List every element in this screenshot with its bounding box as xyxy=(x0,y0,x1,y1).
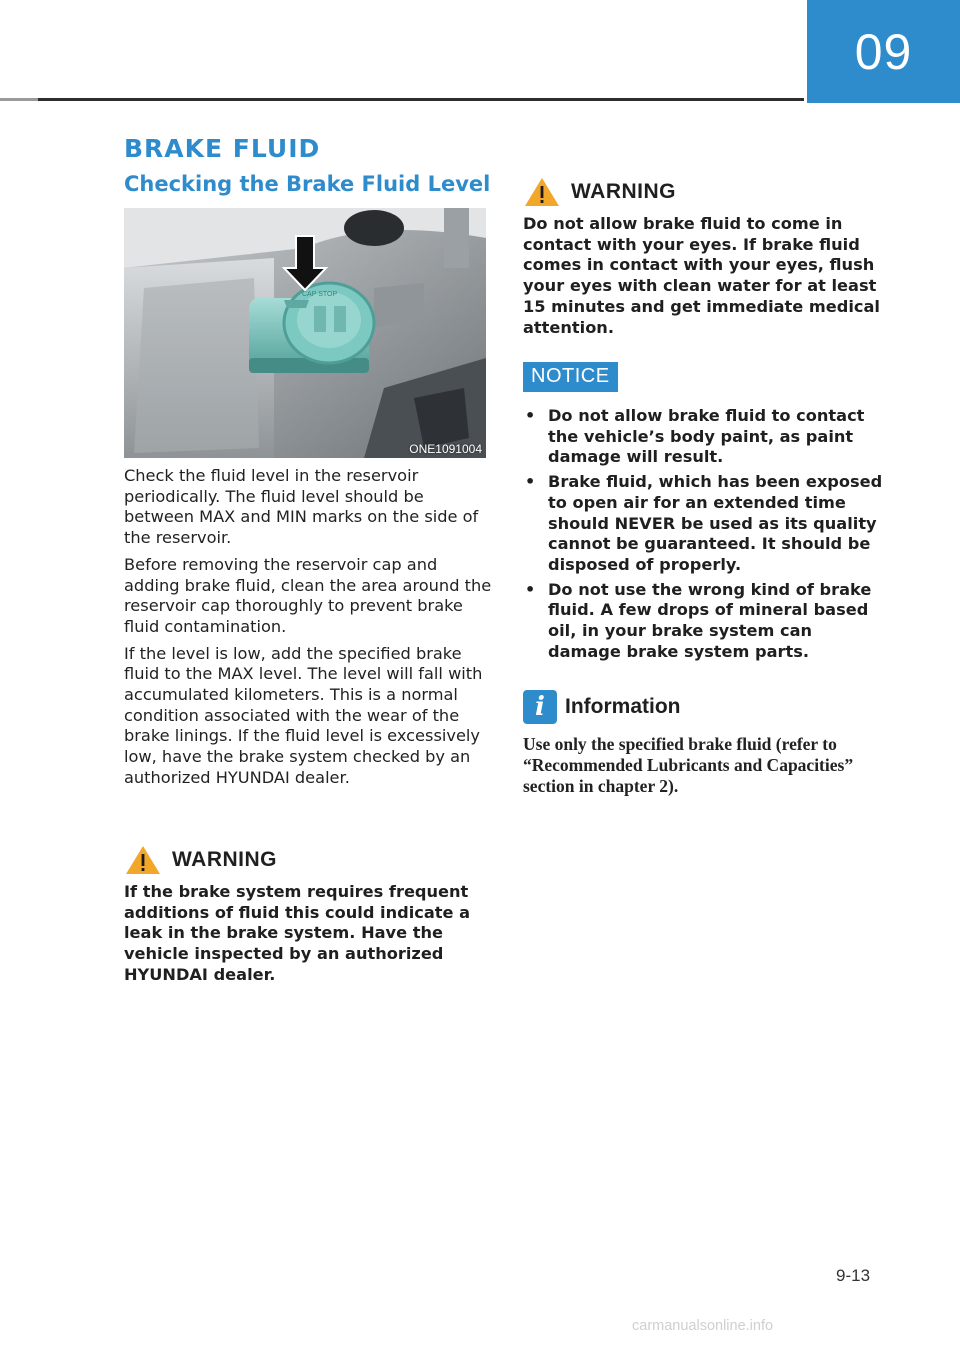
body-paragraph: Check the fluid level in the reservoir periodically. The fluid level should be between MAX and MIN marks on the side of the reservoir. xyxy=(124,466,479,548)
info-text: Use only the specified brake fluid (refer to “Recommended Lubricants and Capacities” section in chapter 2). xyxy=(523,734,854,796)
warning-box-right xyxy=(523,176,893,338)
list-item xyxy=(523,472,888,576)
warning-text: If the brake system requires frequent additions of fluid this could indicate a leak in the brake system. Have the vehicle inspected by an authorized HYUNDAI dealer. xyxy=(124,882,471,984)
list-item xyxy=(523,406,888,468)
notice-list xyxy=(523,406,888,662)
engine-bay-illustration xyxy=(124,208,486,458)
warning-box-left xyxy=(124,844,494,986)
notice-item-text: Do not use the wrong kind of brake fluid. A few drops of mineral based oil, in your brake system can damage brake system parts. xyxy=(548,579,872,661)
info-title: Information xyxy=(565,695,681,718)
warning-triangle-icon xyxy=(523,176,561,208)
list-item xyxy=(523,580,888,663)
brake-reservoir-figure xyxy=(124,208,486,458)
notice-item-text: Do not allow brake fluid to contact the vehicle’s body paint, as paint damage will result. xyxy=(548,406,865,467)
bullet: • xyxy=(525,579,536,599)
warning-header xyxy=(124,844,494,876)
body-text xyxy=(124,466,494,795)
notice-item-text: Brake fluid, which has been exposed to open air for an extended time should NEVER be used as its quality cannot be guaranteed. It should be disposed of properly. xyxy=(548,472,883,574)
notice-badge: NOTICE xyxy=(523,362,618,392)
warning-title: WARNING xyxy=(172,848,277,871)
warning-triangle-icon xyxy=(124,844,162,876)
chapter-tab: 09 xyxy=(807,0,960,103)
bullet: • xyxy=(525,472,536,492)
info-icon: i xyxy=(523,690,557,724)
warning-header xyxy=(523,176,893,208)
bullet: • xyxy=(525,406,536,425)
body-paragraph: If the level is low, add the specified brake fluid to the MAX level. The level will fall with accumulated kilometers. This is a normal condition associated with the wear of the brake linings. If the fluid level is excessively low, have the brake system checked by an authorized HYUNDAI dealer. xyxy=(124,643,483,787)
body-paragraph: Before removing the reservoir cap and adding brake fluid, clean the area around the reservoir cap thoroughly to prevent brake fluid contamination. xyxy=(124,554,492,636)
information-box xyxy=(523,690,893,797)
page-number: 9-13 xyxy=(836,1266,871,1285)
warning-title: WARNING xyxy=(571,180,676,203)
figure-code: ONE1091004 xyxy=(409,442,482,456)
section-title: BRAKE FLUID xyxy=(124,134,321,163)
svg-text:CAP STOP: CAP STOP xyxy=(302,291,338,298)
watermark: carmanualsonline.info xyxy=(632,1318,774,1334)
section-subtitle: Checking the Brake Fluid Level xyxy=(124,172,491,196)
warning-text: Do not allow brake fluid to come in contact with your eyes. If brake fluid comes in contact with your eyes, flush your eyes with clean water for at least 15 minutes and get immediate medical attention. xyxy=(523,214,880,337)
info-header xyxy=(523,690,893,724)
header-rule-accent xyxy=(0,98,38,101)
notice-box xyxy=(523,362,888,666)
header-rule xyxy=(0,98,804,101)
